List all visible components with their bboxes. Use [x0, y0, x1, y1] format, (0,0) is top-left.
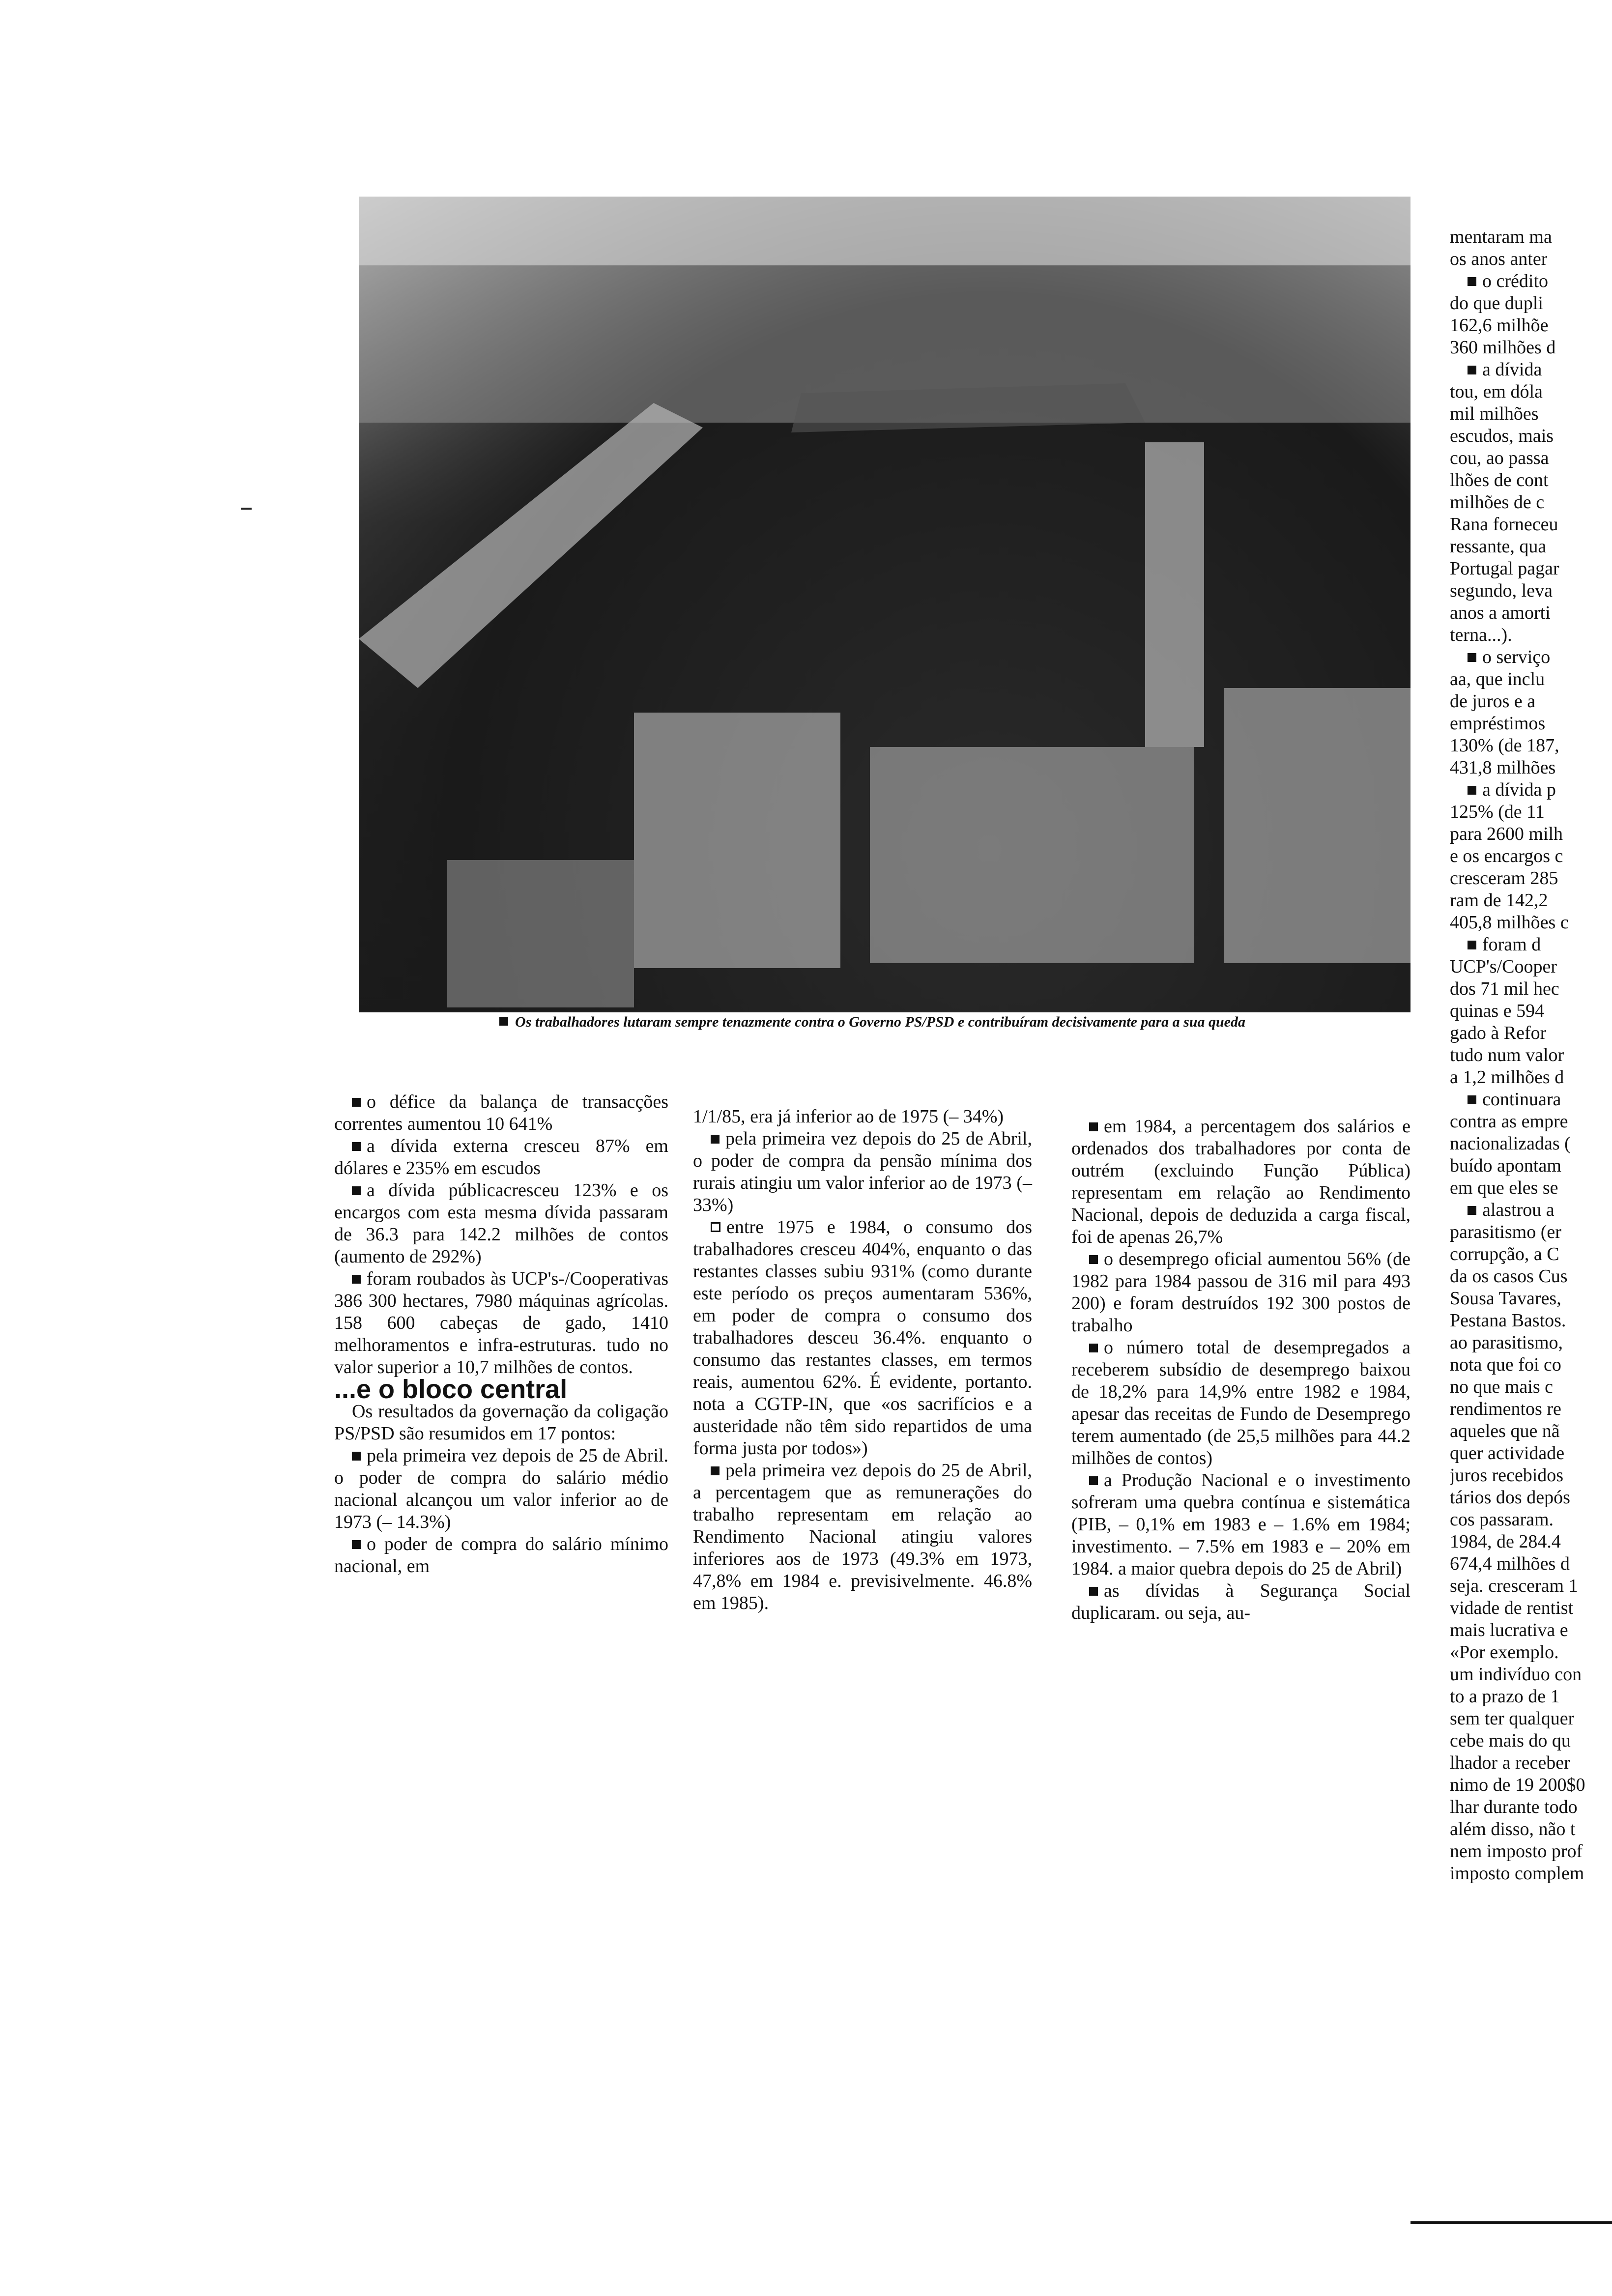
bullet-square-icon — [499, 1017, 508, 1026]
text-line: tou, em dóla — [1450, 381, 1543, 402]
paragraph: a dívida externa cresceu 87% em dólares e 235% em escudos — [334, 1136, 668, 1178]
text-line: corrupção, a C — [1450, 1244, 1559, 1264]
bullet-square-icon — [352, 1186, 361, 1195]
bullet-square-icon — [1468, 277, 1476, 286]
text-line: aqueles que nã — [1450, 1421, 1560, 1441]
text-line: a dívida p — [1450, 779, 1612, 801]
bullet-square-icon — [1089, 1587, 1098, 1596]
paragraph: a dívida públicacresceu 123% e os encargos com esta mesma dívida passaram de 36.3 para 142.2 milhões de contos (aumento de 292%) — [334, 1180, 668, 1267]
text-line: buído apontam — [1450, 1155, 1561, 1176]
text-line: de juros e a — [1450, 691, 1536, 712]
text-line: no que mais c — [1450, 1377, 1554, 1397]
bullet-square-icon — [1089, 1255, 1098, 1264]
text-line: mil milhões — [1450, 403, 1539, 424]
text-line: dos 71 mil hec — [1450, 978, 1559, 999]
text-line: rendimentos re — [1450, 1399, 1561, 1419]
bullet-square-icon — [711, 1222, 720, 1232]
text-line: segundo, leva — [1450, 580, 1553, 601]
aerial-photo-lisbon — [359, 197, 1410, 1012]
bullet-square-icon — [1468, 941, 1476, 949]
text-line: 405,8 milhões c — [1450, 912, 1569, 933]
text-line: foram d — [1450, 934, 1612, 956]
text-line: lhar durante todo — [1450, 1797, 1578, 1817]
text-line: o crédito — [1450, 270, 1612, 292]
text-line: nimo de 19 200$0 — [1450, 1775, 1585, 1795]
paragraph: o poder de compra do salário mínimo nacional, em — [334, 1534, 668, 1577]
text-line: 1984, de 284.4 — [1450, 1531, 1561, 1552]
text-line: além disso, não t — [1450, 1819, 1576, 1839]
text-line: lhões de cont — [1450, 470, 1549, 490]
text-line: 130% (de 187, — [1450, 735, 1559, 756]
text-line: gado à Refor — [1450, 1023, 1547, 1043]
text-line: juros recebidos — [1450, 1465, 1564, 1486]
text-line: to a prazo de 1 — [1450, 1686, 1560, 1707]
text-line: tários dos depós — [1450, 1487, 1570, 1508]
caption-text: Os trabalhadores lutaram sempre tenazmente contra o Governo PS/PSD e contribuíram decisivamente para a sua queda — [515, 1014, 1245, 1030]
paragraph: Os resultados da governação da coligação PS/PSD são resumidos em 17 pontos: — [334, 1401, 668, 1444]
paragraph: o défice da balança de transacções correntes aumentou 10 641% — [334, 1091, 668, 1134]
text-line: 674,4 milhões d — [1450, 1553, 1570, 1574]
bullet-square-icon — [1468, 1206, 1476, 1215]
text-line: do que dupli — [1450, 293, 1543, 314]
text-line: Pestana Bastos. — [1450, 1310, 1566, 1331]
text-line: 431,8 milhões — [1450, 757, 1556, 778]
text-line: o serviço — [1450, 646, 1612, 668]
paragraph: o número total de desempregados a receberem subsídio de desemprego baixou de 18,2% para 14,9% entre 1982 e 1984, apesar das receitas de Fundo de Desemprego terem aumentado (de 25,5 milhões para 44.2 milhões de contos) — [1071, 1337, 1410, 1468]
bullet-square-icon — [352, 1098, 361, 1107]
text-line: para 2600 milh — [1450, 824, 1563, 844]
text-line: anos a amorti — [1450, 603, 1551, 623]
text-line: Rana forneceu — [1450, 514, 1558, 535]
photo-caption — [334, 1012, 1410, 1032]
section-heading: ...e o bloco central — [334, 1375, 568, 1404]
text-line: sem ter qualquer — [1450, 1708, 1575, 1729]
text-line: da os casos Cus — [1450, 1266, 1568, 1287]
paragraph: a Produção Nacional e o investimento sofreram uma quebra contínua e sistemática (PIB, – 0,1% em 1983 e – 1.6% em 1984; investimento. – 7.5% em 1983 e – 20% em 1984. a maior quebra depois do 25 de Abril) — [1071, 1470, 1410, 1579]
text-line: ressante, qua — [1450, 536, 1547, 557]
bullet-square-icon — [711, 1135, 720, 1144]
bullet-square-icon — [711, 1466, 720, 1475]
text-line: escudos, mais — [1450, 426, 1554, 446]
text-line: e os encargos c — [1450, 846, 1563, 866]
text-line: a dívida — [1450, 359, 1612, 381]
text-line: ram de 142,2 — [1450, 890, 1548, 911]
text-line: Portugal pagar — [1450, 558, 1559, 579]
bullet-square-icon — [352, 1540, 361, 1549]
text-line: terna...). — [1450, 625, 1512, 645]
text-line: continuara — [1450, 1089, 1612, 1111]
paragraph: foram roubados às UCP's-/Cooperativas 386 300 hectares, 7980 máquinas agrícolas. 158 600 cabeças de gado, 1410 melhoramentos e infra-estruturas. tudo no valor superior a 10,7 milhões de contos. — [334, 1268, 668, 1378]
text-line: um indivíduo con — [1450, 1664, 1582, 1685]
paragraph: o desemprego oficial aumentou 56% (de 1982 para 1984 passou de 316 mil para 493 200) e foram destruídos 192 300 postos de trabalho — [1071, 1249, 1410, 1336]
text-line: nem imposto prof — [1450, 1841, 1583, 1862]
text-line: quer actividade — [1450, 1443, 1565, 1464]
paragraph: pela primeira vez depois de 25 de Abril. o poder de compra do salário médio nacional alcançou um valor inferior ao de 1973 (– 14.3%) — [334, 1445, 668, 1532]
paragraph: entre 1975 e 1984, o consumo dos trabalhadores cresceu 404%, enquanto o das restantes classes subiu 931% (como durante este período os preços aumentaram 536%, em poder de compra o consumo dos trabalhadores desceu 36.4%. enquanto o consumo das restantes classes, em termos reais, aumentou 62%. É evidente, portanto. nota a CGTP-IN, que «os sacrifícios e a austeridade não têm sido repartidos de uma forma justa por todos») — [693, 1217, 1032, 1459]
bullet-square-icon — [352, 1142, 361, 1151]
text-line: mentaram ma — [1450, 227, 1552, 247]
text-line: contra as empre — [1450, 1111, 1568, 1132]
text-line: seja. cresceram 1 — [1450, 1576, 1578, 1596]
column-4-cropped — [1450, 226, 1612, 1885]
paragraph: pela primeira vez depois do 25 de Abril, a percentagem que as remunerações do trabalho representam em relação ao Rendimento Nacional atingiu valores inferiores aos de 1973 (49.3% em 1973, 47,8% em 1984 e. previsivelmente. 46.8% em 1985). — [693, 1460, 1032, 1613]
column-end-rule — [1410, 2221, 1612, 2224]
text-line: aa, que inclu — [1450, 669, 1545, 689]
text-line: em que eles se — [1450, 1177, 1558, 1198]
text-line: imposto complem — [1450, 1863, 1584, 1884]
text-line: nota que foi co — [1450, 1354, 1561, 1375]
text-line: cresceram 285 — [1450, 868, 1558, 889]
text-line: alastrou a — [1450, 1199, 1612, 1221]
text-line: lhador a receber — [1450, 1752, 1570, 1773]
text-line: os anos anter — [1450, 249, 1548, 269]
text-line: quinas e 594 — [1450, 1001, 1545, 1021]
text-line: tudo num valor — [1450, 1045, 1564, 1065]
text-line: UCP's/Cooper — [1450, 956, 1557, 977]
text-line: cebe mais do qu — [1450, 1730, 1571, 1751]
text-line: 125% (de 11 — [1450, 802, 1545, 822]
bullet-square-icon — [1468, 786, 1476, 795]
text-line: «Por exemplo. — [1450, 1642, 1559, 1663]
text-line: mais lucrativa e — [1450, 1620, 1568, 1640]
text-line: a 1,2 milhões d — [1450, 1067, 1564, 1088]
paragraph: as dívidas à Segurança Social duplicaram. ou seja, au- — [1071, 1580, 1410, 1623]
bullet-square-icon — [352, 1452, 361, 1461]
text-line: milhões de c — [1450, 492, 1545, 513]
text-line: parasitismo (er — [1450, 1222, 1561, 1242]
text-line: Sousa Tavares, — [1450, 1288, 1561, 1309]
bullet-square-icon — [1468, 653, 1476, 662]
bullet-square-icon — [1089, 1122, 1098, 1131]
bullet-square-icon — [1468, 1095, 1476, 1104]
paragraph: 1/1/85, era já inferior ao de 1975 (– 34%) — [693, 1106, 1004, 1127]
text-line: cos passaram. — [1450, 1509, 1554, 1530]
text-line: nacionalizadas ( — [1450, 1133, 1571, 1154]
text-line: ao parasitismo, — [1450, 1332, 1563, 1353]
text-line: empréstimos — [1450, 713, 1546, 734]
margin-mark — [241, 508, 252, 510]
paragraph: pela primeira vez depois do 25 de Abril, o poder de compra da pensão mínima dos rurais atingiu um valor inferior ao de 1973 (– 33%) — [693, 1128, 1032, 1215]
bullet-square-icon — [1468, 366, 1476, 374]
text-line: 162,6 milhõe — [1450, 315, 1549, 336]
paragraph: em 1984, a percentagem dos salários e ordenados dos trabalhadores por conta de outrém (excluindo Função Pública) representam em relação ao Rendimento Nacional, depois de deduzida a carga fiscal, foi de apenas 26,7% — [1071, 1116, 1410, 1247]
text-line: cou, ao passa — [1450, 448, 1549, 468]
bullet-square-icon — [352, 1275, 361, 1284]
column-2 — [693, 1106, 1032, 1614]
text-line: 360 milhões d — [1450, 337, 1556, 358]
bullet-square-icon — [1089, 1344, 1098, 1352]
column-3 — [1071, 1116, 1410, 1624]
column-1 — [334, 1091, 668, 1578]
photo-illustration — [359, 197, 1410, 1012]
text-line: vidade de rentist — [1450, 1598, 1574, 1618]
bullet-square-icon — [1089, 1476, 1098, 1485]
